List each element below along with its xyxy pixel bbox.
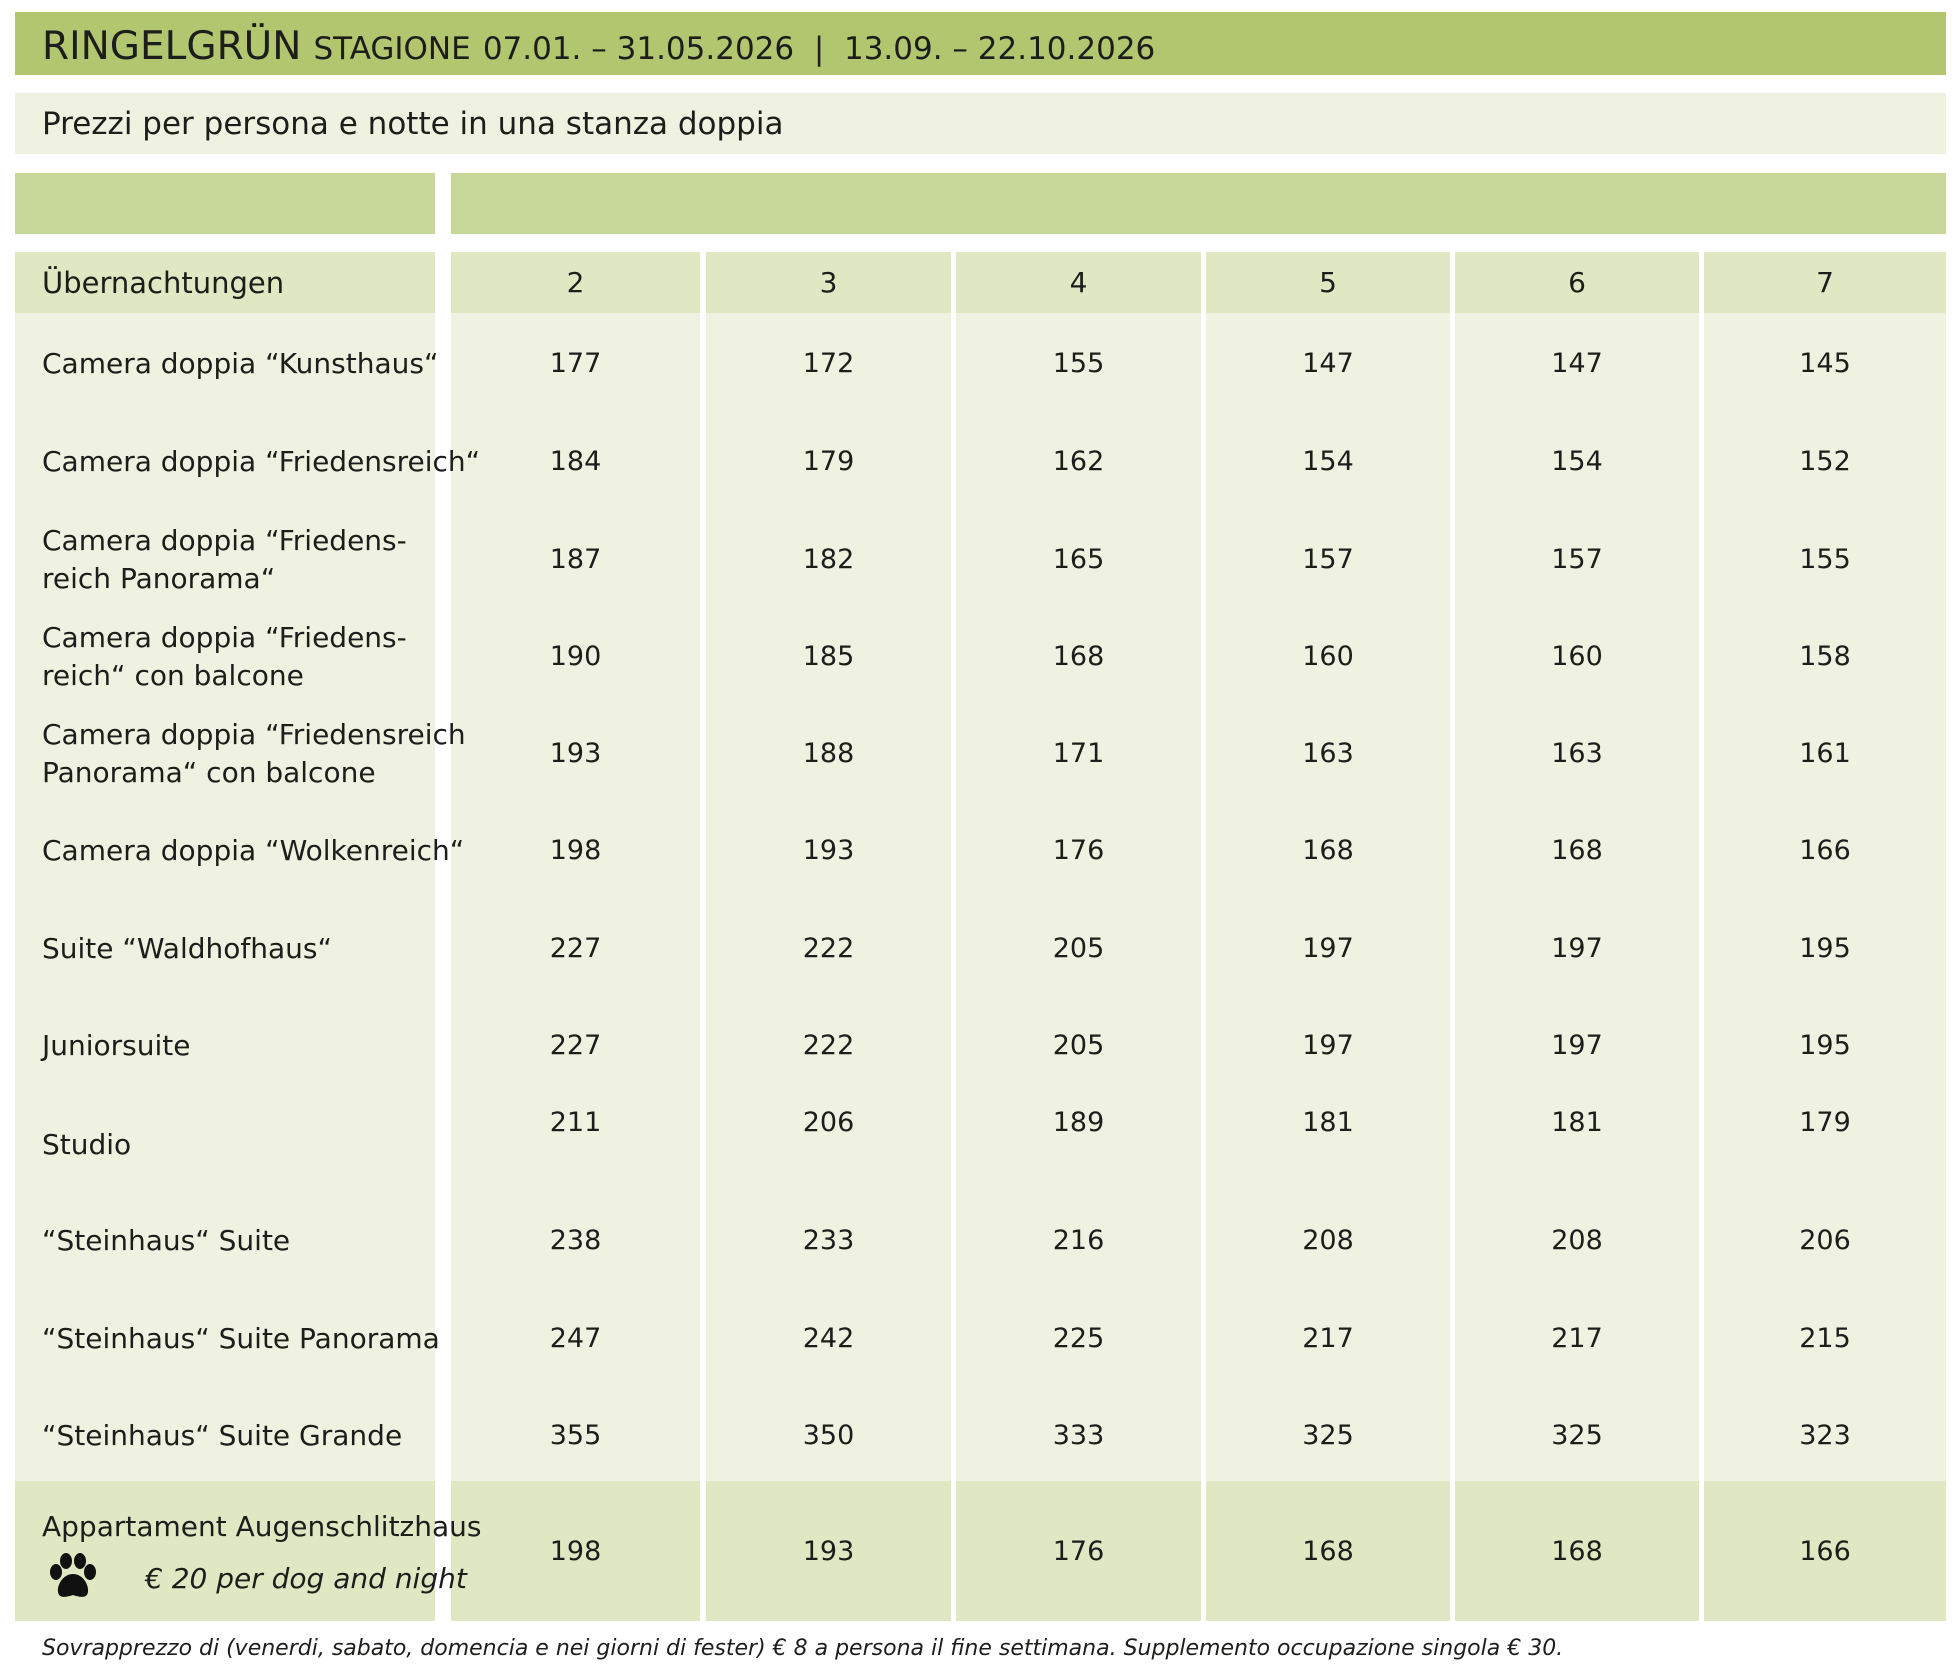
paw-icon [48,1552,98,1602]
hotel-name: RINGELGRÜN [42,24,302,69]
price-cell: 185 [802,641,855,672]
dog-fee-note: € 20 per dog and night [145,1562,467,1595]
price-cell: 176 [1052,835,1105,866]
price-cell: 177 [549,348,602,379]
price-cell: 181 [1551,1107,1603,1138]
price-cell: 152 [1799,446,1851,477]
page-title [42,22,1155,73]
price-cell: 205 [1052,1030,1105,1061]
nights-header-3: 3 [819,266,838,299]
price-cell: 163 [1302,738,1354,769]
room-name-line: Camera doppia “Friedensreich [42,718,466,751]
body-column-bg [15,313,435,1481]
room-name-line: Camera doppia “Wolkenreich“ [42,834,465,867]
price-cell: 355 [549,1420,602,1451]
price-cell: 211 [549,1107,602,1138]
body-column-bg [1704,313,1946,1481]
price-cell: 163 [1551,738,1603,769]
season-label: STAGIONE [313,31,471,67]
price-cell: 179 [1799,1107,1851,1138]
price-cell: 206 [1799,1225,1851,1256]
price-cell: 206 [802,1107,855,1138]
apartment-price-cell: 193 [802,1536,855,1567]
price-cell: 184 [549,446,602,477]
header-band-left [15,173,435,234]
price-cell: 172 [802,348,855,379]
price-cell: 171 [1052,738,1105,769]
price-cell: 227 [549,1030,602,1061]
price-cell: 154 [1551,446,1603,477]
price-cell: 179 [802,446,855,477]
room-name-line: Camera doppia “Friedens- [42,524,407,557]
body-column-bg [451,313,700,1481]
price-cell: 162 [1052,446,1105,477]
price-cell: 166 [1799,835,1851,866]
subtitle: Prezzi per persona e notte in una stanza doppia [42,106,784,142]
room-name-line: “Steinhaus“ Suite Grande [42,1419,403,1452]
price-cell: 158 [1799,641,1851,672]
nights-header-7: 7 [1816,266,1834,299]
price-cell: 197 [1302,933,1354,964]
price-cell: 323 [1799,1420,1851,1451]
apartment-price-cell: 166 [1799,1536,1851,1567]
price-cell: 157 [1551,544,1603,575]
room-name-line: Camera doppia “Friedens- [42,621,407,654]
room-name-line: “Steinhaus“ Suite Panorama [42,1322,440,1355]
price-cell: 157 [1302,544,1354,575]
price-cell: 168 [1302,835,1354,866]
price-cell: 145 [1799,348,1851,379]
price-cell: 217 [1551,1323,1603,1354]
body-column-bg [1206,313,1450,1481]
price-cell: 197 [1551,1030,1603,1061]
room-name-line: Studio [42,1128,132,1161]
season-dates: 07.01. – 31.05.2026 | 13.09. – 22.10.2026 [482,31,1156,67]
price-cell: 247 [549,1323,602,1354]
room-name-line: Camera doppia “Friedensreich“ [42,445,481,478]
body-column-bg [956,313,1201,1481]
nights-header-5: 5 [1319,266,1337,299]
price-cell: 238 [549,1225,602,1256]
price-cell: 193 [549,738,602,769]
room-name-line: reich Panorama“ [42,562,276,595]
price-cell: 187 [549,544,602,575]
room-name-line: Panorama“ con balcone [42,756,376,789]
price-cell: 208 [1551,1225,1603,1256]
price-cell: 222 [802,933,855,964]
price-cell: 216 [1052,1225,1105,1256]
apartment-price-cell: 198 [549,1536,602,1567]
price-cell: 147 [1302,348,1354,379]
price-cell: 154 [1302,446,1354,477]
footnote: Sovrapprezzo di (venerdi, sabato, domencia e nei giorni di fester) € 8 a persona il fine settimana. Supplemento occupazione singola € 30. [42,1636,1564,1661]
price-cell: 147 [1551,348,1603,379]
price-cell: 217 [1302,1323,1354,1354]
price-cell: 333 [1052,1420,1105,1451]
price-cell: 233 [802,1225,855,1256]
price-cell: 182 [802,544,855,575]
price-cell: 195 [1799,933,1851,964]
room-name-line: Juniorsuite [42,1029,191,1062]
price-cell: 350 [802,1420,855,1451]
price-cell: 165 [1052,544,1105,575]
room-name-line: Camera doppia “Kunsthaus“ [42,347,439,380]
price-cell: 161 [1799,738,1851,769]
price-cell: 197 [1302,1030,1354,1061]
apartment-price-cell: 168 [1302,1536,1354,1567]
room-name-line: Suite “Waldhofhaus“ [42,932,332,965]
price-cell: 190 [549,641,602,672]
price-cell: 325 [1551,1420,1603,1451]
nights-header-2: 2 [566,266,585,299]
price-cell: 160 [1551,641,1603,672]
price-cell: 155 [1799,544,1851,575]
price-cell: 197 [1551,933,1603,964]
price-cell: 225 [1052,1323,1105,1354]
apartment-price-cell: 168 [1551,1536,1603,1567]
nights-header-4: 4 [1069,266,1088,299]
price-cell: 208 [1302,1225,1354,1256]
room-name-line: “Steinhaus“ Suite [42,1224,291,1257]
apartment-name: Appartament Augenschlitzhaus [42,1510,482,1543]
price-cell: 160 [1302,641,1354,672]
room-name-line: reich“ con balcone [42,659,304,692]
price-cell: 325 [1302,1420,1354,1451]
header-band-right [451,173,1946,234]
price-cell: 205 [1052,933,1105,964]
body-column-bg [706,313,951,1481]
price-cell: 242 [802,1323,855,1354]
price-cell: 188 [802,738,855,769]
price-cell: 227 [549,933,602,964]
price-cell: 168 [1551,835,1603,866]
body-column-bg [1455,313,1699,1481]
price-cell: 155 [1052,348,1105,379]
price-cell: 189 [1052,1107,1105,1138]
nights-header-label: Übernachtungen [42,266,285,300]
price-cell: 181 [1302,1107,1354,1138]
price-cell: 195 [1799,1030,1851,1061]
price-cell: 222 [802,1030,855,1061]
price-cell: 193 [802,835,855,866]
apartment-price-cell: 176 [1052,1536,1105,1567]
price-cell: 168 [1052,641,1105,672]
price-cell: 198 [549,835,602,866]
price-cell: 215 [1799,1323,1851,1354]
nights-header-6: 6 [1568,266,1586,299]
